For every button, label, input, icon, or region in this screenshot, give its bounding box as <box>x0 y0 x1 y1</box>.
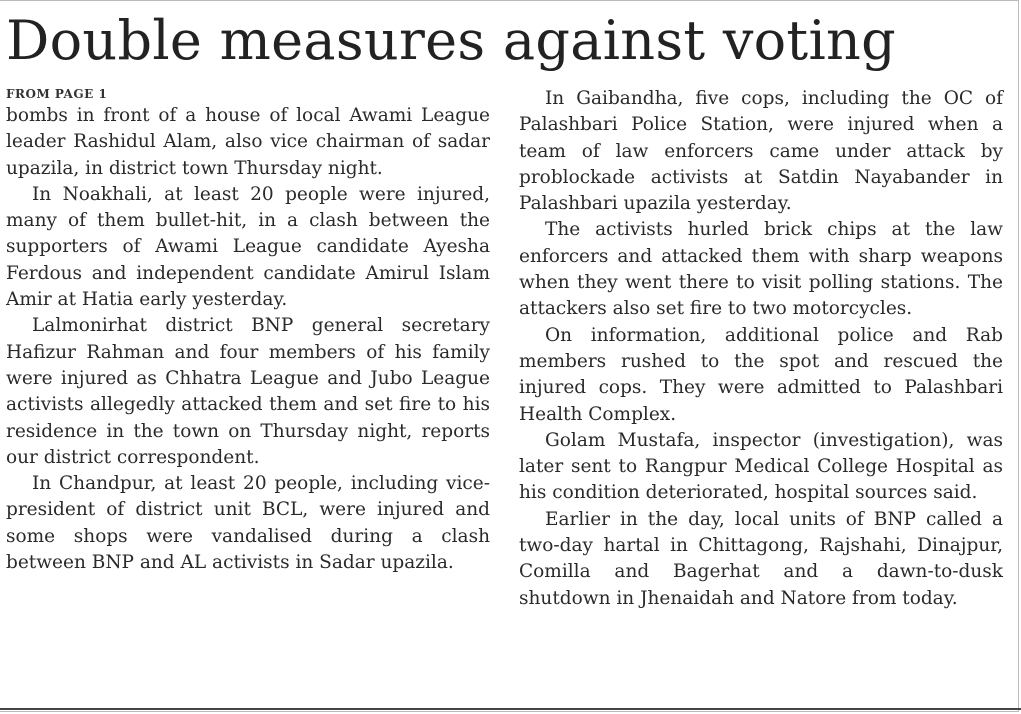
paragraph: Earlier in the day, local units of BNP called a two-day hartal in Chittagong, Rajshahi, Dinajpur, Comilla and Bagerhat and a dawn-to-dusk shutdown in Jhenaidah and Natore from today. <box>519 508 1003 609</box>
right-column <box>519 86 1003 612</box>
paragraph: In Gaibandha, five cops, including the OC of Palashbari Police Station, were injured when a team of law enforcers came under attack by problockade activists at Satdin Nayabander in Palashbari upazila yesterday. <box>519 88 1003 215</box>
headline: Double measures against voting <box>6 9 896 72</box>
paragraph: The activists hurled brick chips at the law enforcers and attacked them with sharp weapons when they went there to visit polling stations. The attackers also set fire to two motorcycles. <box>519 219 1003 320</box>
paragraph: bombs in front of a house of local Awami League leader Rashidul Alam, also vice chairman of sadar upazila, in district town Thursday night. <box>6 105 490 179</box>
paragraph: On information, additional police and Rab members rushed to the spot and rescued the injured cops. They were admitted to Palashbari Health Complex. <box>519 324 1003 425</box>
left-column <box>6 86 490 576</box>
paragraph: Golam Mustafa, inspector (investigation), was later sent to Rangpur Medical College Hospital as his condition deteriorated, hospital sources said. <box>519 429 1003 504</box>
paragraph: In Chandpur, at least 20 people, including vice-president of district unit BCL, were injured and some shops were vandalised during a clash between BNP and AL activists in Sadar upazila. <box>6 473 490 574</box>
paragraph: In Noakhali, at least 20 people were injured, many of them bullet-hit, in a clash between the supporters of Awami League candidate Ayesha Ferdous and independent candidate Amirul Islam Amir at Hatia early yesterday. <box>6 183 490 311</box>
from-page-label: FROM PAGE 1 <box>6 87 108 101</box>
bottom-rule <box>0 708 1021 710</box>
paragraph: Lalmonirhat district BNP general secretary Hafizur Rahman and four members of his family were injured as Chhatra League and Jubo League activists allegedly attacked them and set fire to his residence in the town on Thursday night, reports our district correspondent. <box>6 315 490 468</box>
